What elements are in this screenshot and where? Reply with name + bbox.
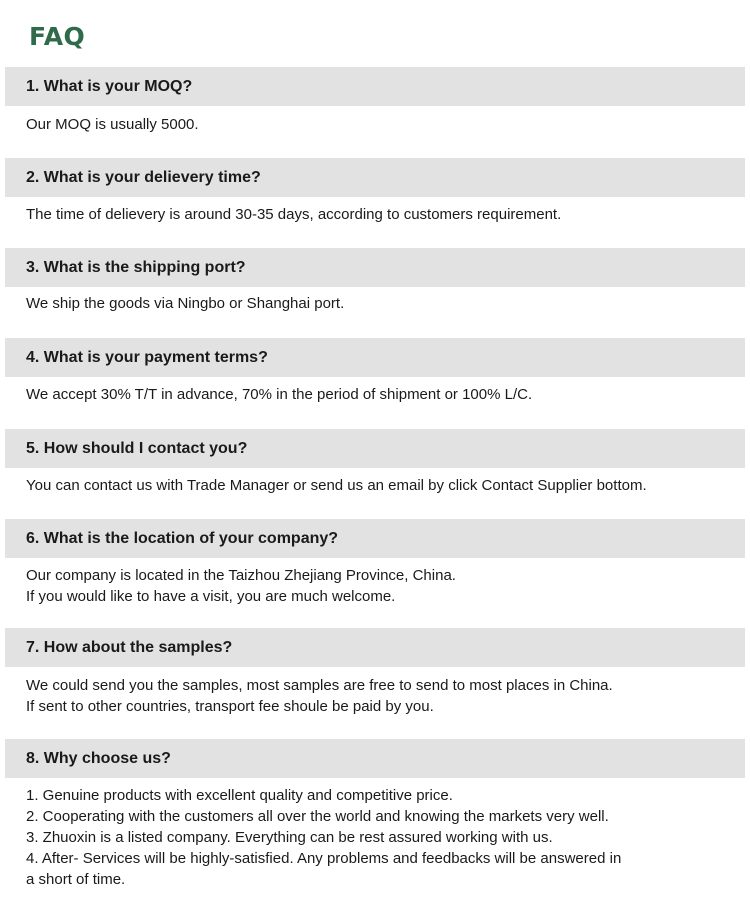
faq-question-8: 8. Why choose us? bbox=[5, 739, 745, 778]
faq-answer-6 bbox=[26, 565, 646, 607]
faq-question-2: 2. What is your delievery time? bbox=[5, 158, 745, 197]
faq-answer-line: You can contact us with Trade Manager or send us an email by click Contact Supplier bottom. bbox=[26, 477, 647, 494]
faq-answer-5 bbox=[26, 475, 646, 496]
faq-answer-1 bbox=[26, 114, 646, 135]
faq-question-3: 3. What is the shipping port? bbox=[5, 248, 745, 287]
faq-answer-3 bbox=[26, 293, 646, 314]
faq-answer-line: Our company is located in the Taizhou Zhejiang Province, China. bbox=[26, 567, 456, 584]
faq-answer-8 bbox=[26, 785, 646, 890]
faq-answer-line: Our MOQ is usually 5000. bbox=[26, 116, 199, 133]
faq-answer-line: If sent to other countries, transport fee shoule be paid by you. bbox=[26, 698, 434, 715]
page-title: FAQ bbox=[29, 22, 86, 51]
faq-answer-line: We could send you the samples, most samples are free to send to most places in China. bbox=[26, 677, 613, 694]
faq-answer-line: 3. Zhuoxin is a listed company. Everything can be rest assured working with us. bbox=[26, 829, 553, 846]
faq-answer-line: 4. After- Services will be highly-satisfied. Any problems and feedbacks will be answered in bbox=[26, 850, 622, 867]
faq-question-7: 7. How about the samples? bbox=[5, 628, 745, 667]
faq-question-6: 6. What is the location of your company? bbox=[5, 519, 745, 558]
faq-answer-line: We accept 30% T/T in advance, 70% in the period of shipment or 100% L/C. bbox=[26, 386, 533, 403]
faq-answer-line: If you would like to have a visit, you are much welcome. bbox=[26, 588, 396, 605]
faq-answer-4 bbox=[26, 384, 646, 405]
faq-answer-line: 1. Genuine products with excellent quality and competitive price. bbox=[26, 787, 453, 804]
faq-question-5: 5. How should I contact you? bbox=[5, 429, 745, 468]
faq-answer-2 bbox=[26, 204, 646, 225]
faq-answer-line: a short of time. bbox=[26, 871, 126, 888]
faq-answer-line: The time of delievery is around 30-35 days, according to customers requirement. bbox=[26, 206, 562, 223]
faq-question-4: 4. What is your payment terms? bbox=[5, 338, 745, 377]
faq-question-1: 1. What is your MOQ? bbox=[5, 67, 745, 106]
faq-answer-line: We ship the goods via Ningbo or Shanghai port. bbox=[26, 295, 345, 312]
faq-answer-7 bbox=[26, 675, 646, 717]
faq-answer-line: 2. Cooperating with the customers all over the world and knowing the markets very well. bbox=[26, 808, 609, 825]
